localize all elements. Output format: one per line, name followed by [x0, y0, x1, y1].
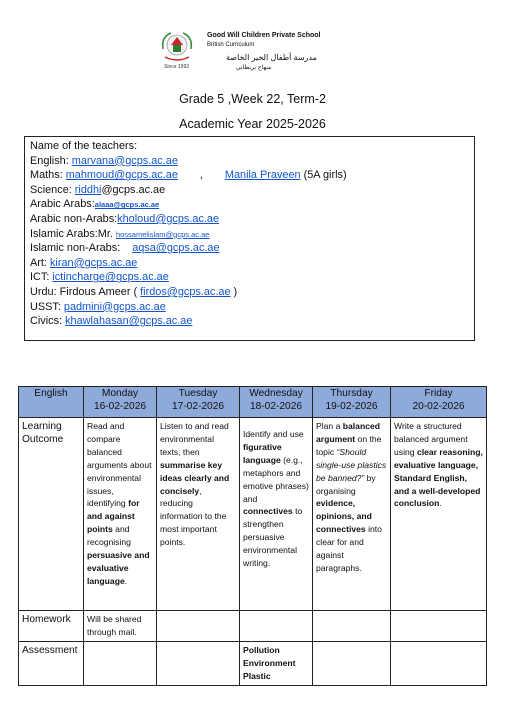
school-name-ar: مدرسة أطفال الخير الخاصة [226, 53, 317, 62]
arabic-arabs-email-link[interactable]: alaaa@gcps.ac.ae [94, 200, 160, 210]
outcome-text: and recognising [87, 524, 131, 548]
row-label-learning-outcome: Learning Outcome [19, 418, 84, 611]
teacher-urdu [30, 285, 469, 300]
civics-label: Civics: [30, 315, 66, 328]
day-name: Thursday [330, 388, 373, 399]
english-email-link[interactable]: marvana@gcps.ac.ae [71, 154, 178, 167]
outcome-text: , reducing information to the most important points. [160, 485, 227, 548]
maths-note: (5A girls) [300, 169, 347, 182]
day-date: 18-02-2026 [249, 400, 303, 412]
teacher-maths [30, 168, 469, 183]
teacher-usst [30, 300, 469, 315]
outcome-bold: connectives [243, 506, 293, 517]
teachers-heading: Name of the teachers: [30, 140, 138, 152]
academic-year: Academic Year 2025-2026 [179, 117, 326, 131]
thursday-homework [313, 611, 391, 642]
since-year: Since 1992 [164, 64, 190, 70]
friday-assessment [391, 641, 487, 685]
day-date: 20-02-2026 [412, 400, 465, 412]
teachers-box [24, 136, 475, 341]
day-header-wednesday [240, 387, 313, 418]
monday-homework: Will be shared through mail. [84, 611, 157, 642]
urdu-email-link[interactable]: firdos@gcps.ac.ae [140, 285, 231, 298]
page-title: Grade 5 ,Week 22, Term-2 [179, 92, 326, 106]
day-header-thursday [313, 387, 391, 418]
outcome-text: by organising [316, 472, 376, 496]
curriculum-ar: منهاج بريطاني [236, 65, 272, 71]
teacher-art [30, 256, 469, 271]
wednesday-homework [240, 611, 313, 642]
maths-teacher2-link[interactable]: Manila Praveen [224, 169, 301, 182]
row-label-assessment: Assessment [19, 641, 84, 685]
outcome-text: Write a structured balanced argument using [394, 421, 468, 457]
table-header-row [19, 387, 487, 418]
outcome-bold: figurative language [243, 441, 282, 465]
usst-email-link[interactable]: padmini@gcps.ac.ae [63, 300, 166, 313]
day-name: Monday [101, 388, 139, 399]
english-label: English: [30, 154, 72, 167]
outcome-italic: “Should single-use plastics be banned?” [316, 446, 387, 483]
subject-header [19, 387, 84, 418]
art-email-link[interactable]: kiran@gcps.ac.ae [49, 256, 138, 269]
row-label-homework: Homework [19, 611, 84, 642]
islamic-non-label: Islamic non-Arabs: [30, 242, 121, 255]
usst-label: USST: [30, 300, 64, 313]
islamic-non-email-link[interactable]: aqsa@gcps.ac.ae [132, 242, 220, 255]
day-date: 16-02-2026 [93, 400, 147, 412]
monday-assessment [84, 641, 157, 685]
school-logo [157, 27, 197, 67]
outcome-text: Read and compare balanced arguments about environmental issues, identifying [87, 421, 152, 509]
science-label: Science: [30, 183, 75, 196]
science-email-domain: @gcps.ac.ae [101, 183, 166, 196]
outcome-text: Listen to and read environmental texts, then [160, 421, 229, 457]
islamic-arabs-email-link[interactable]: hossamelislam@gcps.ac.ae [115, 229, 210, 239]
teacher-english [30, 154, 469, 169]
outcome-bold: persuasive and evaluative language [87, 550, 150, 586]
ict-email-link[interactable]: ictincharge@gcps.ac.ae [52, 271, 169, 284]
outcome-text: to strengthen persuasive environmental writing. [243, 506, 303, 569]
teacher-ict [30, 270, 469, 285]
outcome-text: (e.g., metaphors and emotive phrases) and [243, 454, 309, 504]
teacher-science [30, 183, 469, 198]
homework-row [19, 611, 487, 642]
day-header-friday [391, 387, 487, 418]
day-name: Friday [424, 388, 453, 399]
outcome-text: into clear for and against paragraphs. [316, 524, 382, 573]
wednesday-assessment: Pollution Environment Plastic [240, 641, 313, 685]
day-date: 19-02-2026 [325, 400, 378, 412]
assessment-row [19, 641, 487, 685]
outcome-bold: clear reasoning, evaluative language, Standard English, and a well-developed conclusion [394, 446, 483, 509]
outcome-bold: for and against points [87, 498, 140, 535]
teacher-islamic-non-arabs [30, 241, 469, 256]
maths-label: Maths: [30, 169, 66, 182]
teacher-islamic-arabs [30, 227, 469, 242]
learning-outcome-row [19, 418, 487, 611]
ict-label: ICT: [30, 271, 53, 284]
outcome-bold: evidence, opinions, and connectives [316, 498, 372, 535]
tuesday-assessment [157, 641, 240, 685]
arabic-non-email-link[interactable]: kholoud@gcps.ac.ae [117, 212, 220, 225]
friday-homework [391, 611, 487, 642]
monday-outcome [84, 418, 157, 611]
outcome-bold: summarise key ideas clearly and concisely [160, 459, 230, 496]
school-name-en: Good Will Children Private School [207, 32, 321, 39]
urdu-label: Urdu: Firdous Ameer ( [30, 285, 141, 298]
outcome-text: . [439, 498, 442, 509]
maths-separator: , [199, 169, 203, 182]
teacher-civics [30, 314, 469, 329]
arabic-non-label: Arabic non-Arabs: [30, 212, 118, 225]
wednesday-outcome [240, 418, 313, 611]
tuesday-homework [157, 611, 240, 642]
islamic-arabs-label: Islamic Arabs:Mr. [30, 227, 116, 240]
subject-label: English [34, 388, 68, 399]
day-header-tuesday [157, 387, 240, 418]
civics-email-link[interactable]: khawlahasan@gcps.ac.ae [65, 315, 193, 328]
outcome-bold: balanced argument [316, 421, 381, 444]
outcome-text: Identify and use [243, 429, 304, 439]
curriculum-en: British Curriculum [207, 42, 255, 48]
urdu-close: ) [230, 285, 238, 298]
outcome-text: on the topic [316, 433, 382, 457]
maths-email-link[interactable]: mahmoud@gcps.ac.ae [65, 169, 178, 182]
friday-outcome [391, 418, 487, 611]
teacher-arabic-arabs [30, 197, 469, 212]
outcome-text: . [124, 575, 128, 586]
day-name: Wednesday [249, 388, 303, 399]
day-header-monday [84, 387, 157, 418]
tuesday-outcome [157, 418, 240, 611]
thursday-assessment [313, 641, 391, 685]
day-date: 17-02-2026 [171, 400, 225, 412]
art-label: Art: [30, 256, 50, 269]
science-email-link[interactable]: riddhi [74, 183, 102, 196]
outcome-text: Plan a [316, 421, 343, 431]
thursday-outcome [313, 418, 391, 611]
weekly-schedule-table [18, 386, 487, 686]
teacher-arabic-non-arabs [30, 212, 469, 227]
arabic-arabs-label: Arabic Arabs: [30, 198, 95, 211]
day-name: Tuesday [178, 388, 218, 399]
